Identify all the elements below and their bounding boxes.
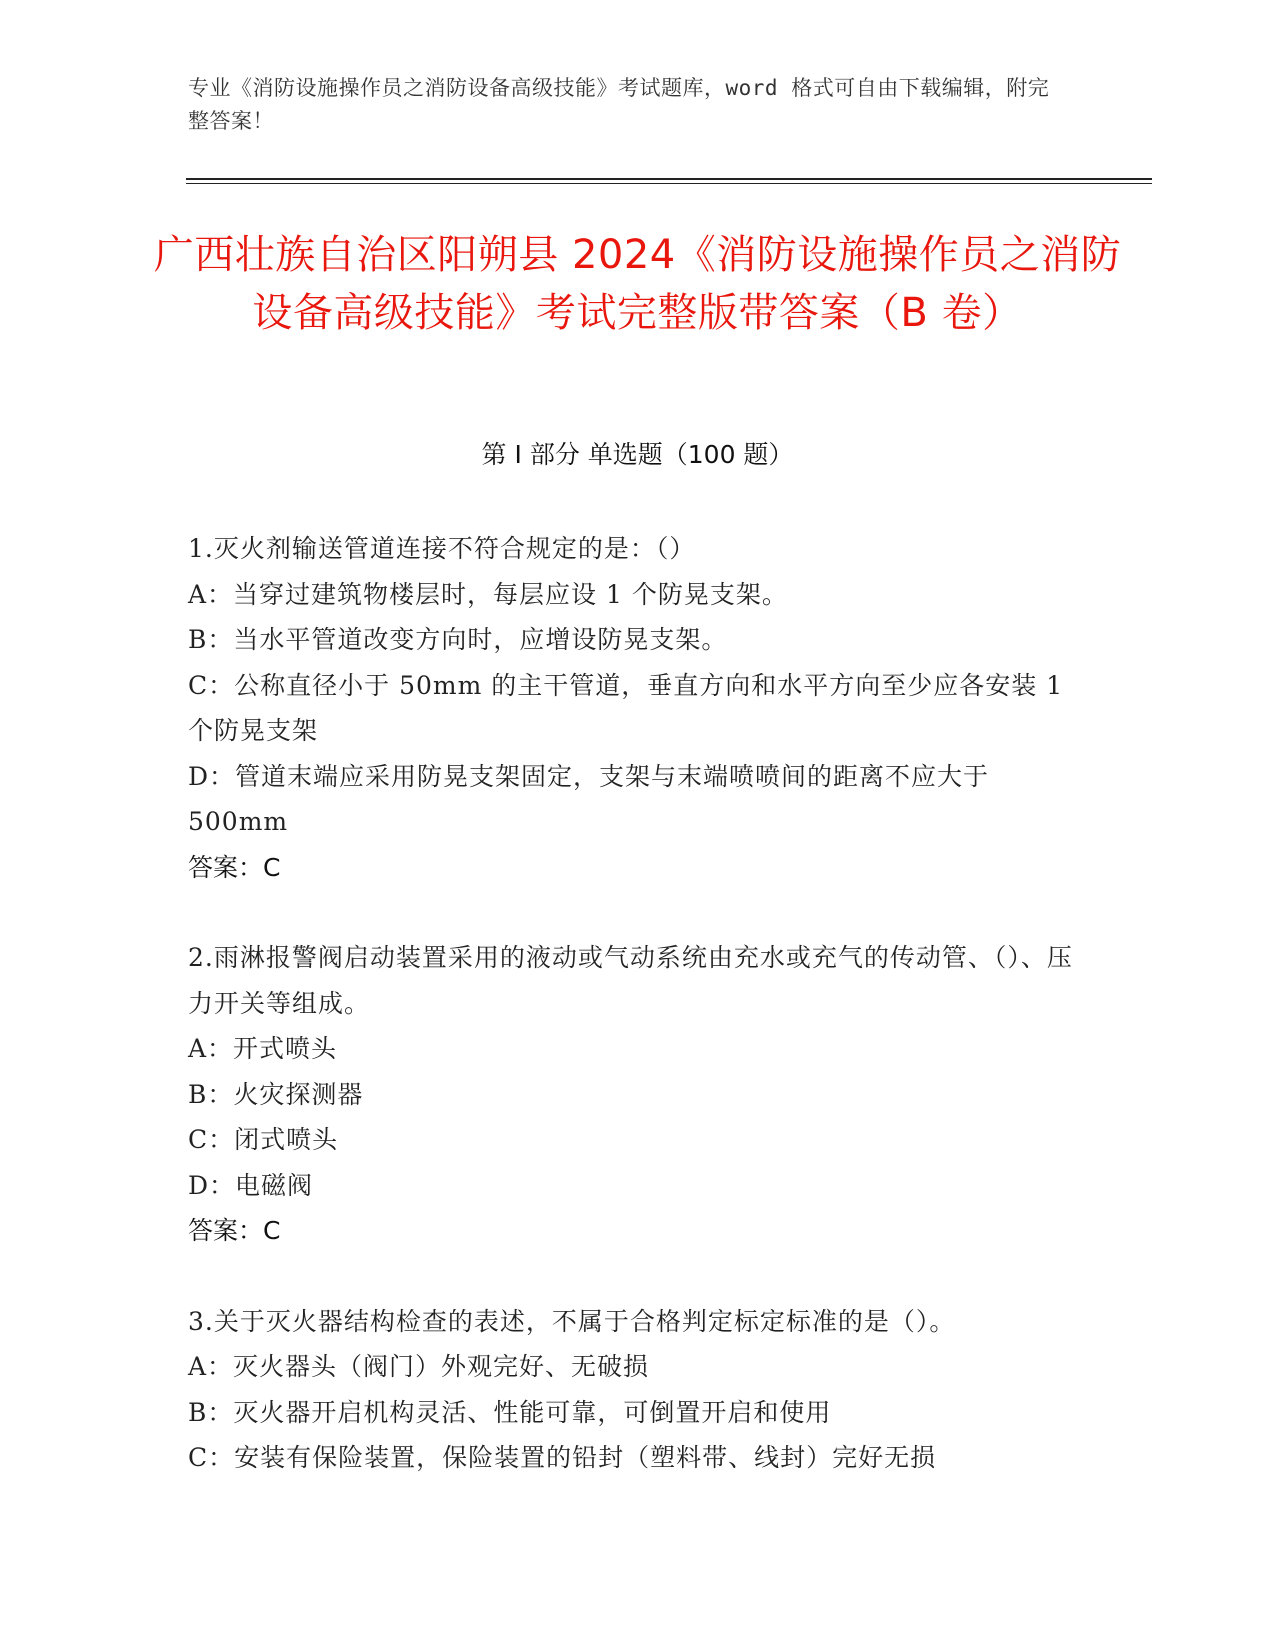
question-stem: 1.灭火剂输送管道连接不符合规定的是：（） xyxy=(188,534,696,563)
option-c: C：公称直径小于 50mm 的主干管道，垂直方向和水平方向至少应各安装 1 个防晃支架 xyxy=(188,670,1064,745)
option-c: C：安装有保险装置，保险装置的铅封（塑料带、线封）完好无损 xyxy=(188,1443,937,1472)
document-title: 广西壮族自治区阳朔县 2024《消防设施操作员之消防设备高级技能》考试完整版带答案（B 卷） xyxy=(153,232,1122,336)
header-divider-thin xyxy=(186,183,1152,184)
option-a: A：开式喷头 xyxy=(188,1034,338,1063)
option-d: D：电磁阀 xyxy=(188,1170,314,1200)
question-3 xyxy=(188,1299,1088,1481)
answer: 答案：C xyxy=(188,852,281,882)
option-c: C：闭式喷头 xyxy=(188,1125,339,1154)
option-d: D：管道末端应采用防晃支架固定，支架与末端喷喷间的距离不应大于 500mm xyxy=(188,761,990,836)
option-a: A：当穿过建筑物楼层时，每层应设 1 个防晃支架。 xyxy=(188,579,788,609)
question-stem: 3.关于灭火器结构检查的表述，不属于合格判定标定标准的是（）。 xyxy=(188,1306,956,1336)
section-heading: 第 I 部分 单选题（100 题） xyxy=(481,440,794,469)
option-a: A：灭火器头（阀门）外观完好、无破损 xyxy=(188,1352,650,1381)
header-divider-thick xyxy=(186,178,1152,180)
option-b: B：灭火器开启机构灵活、性能可靠，可倒置开启和使用 xyxy=(188,1397,832,1427)
option-b: B：当水平管道改变方向时，应增设防晃支架。 xyxy=(188,625,728,654)
question-2 xyxy=(188,935,1088,1254)
option-b: B：火灾探测器 xyxy=(188,1079,364,1109)
answer: 答案：C xyxy=(188,1216,281,1245)
question-1 xyxy=(188,526,1088,890)
question-list xyxy=(188,526,1088,1526)
question-stem: 2.雨淋报警阀启动装置采用的液动或气动系统由充水或充气的传动管、（）、压力开关等组成。 xyxy=(188,943,1073,1018)
header-note: 专业《消防设施操作员之消防设备高级技能》考试题库，word 格式可自由下载编辑，附完整答案！ xyxy=(188,76,1050,133)
